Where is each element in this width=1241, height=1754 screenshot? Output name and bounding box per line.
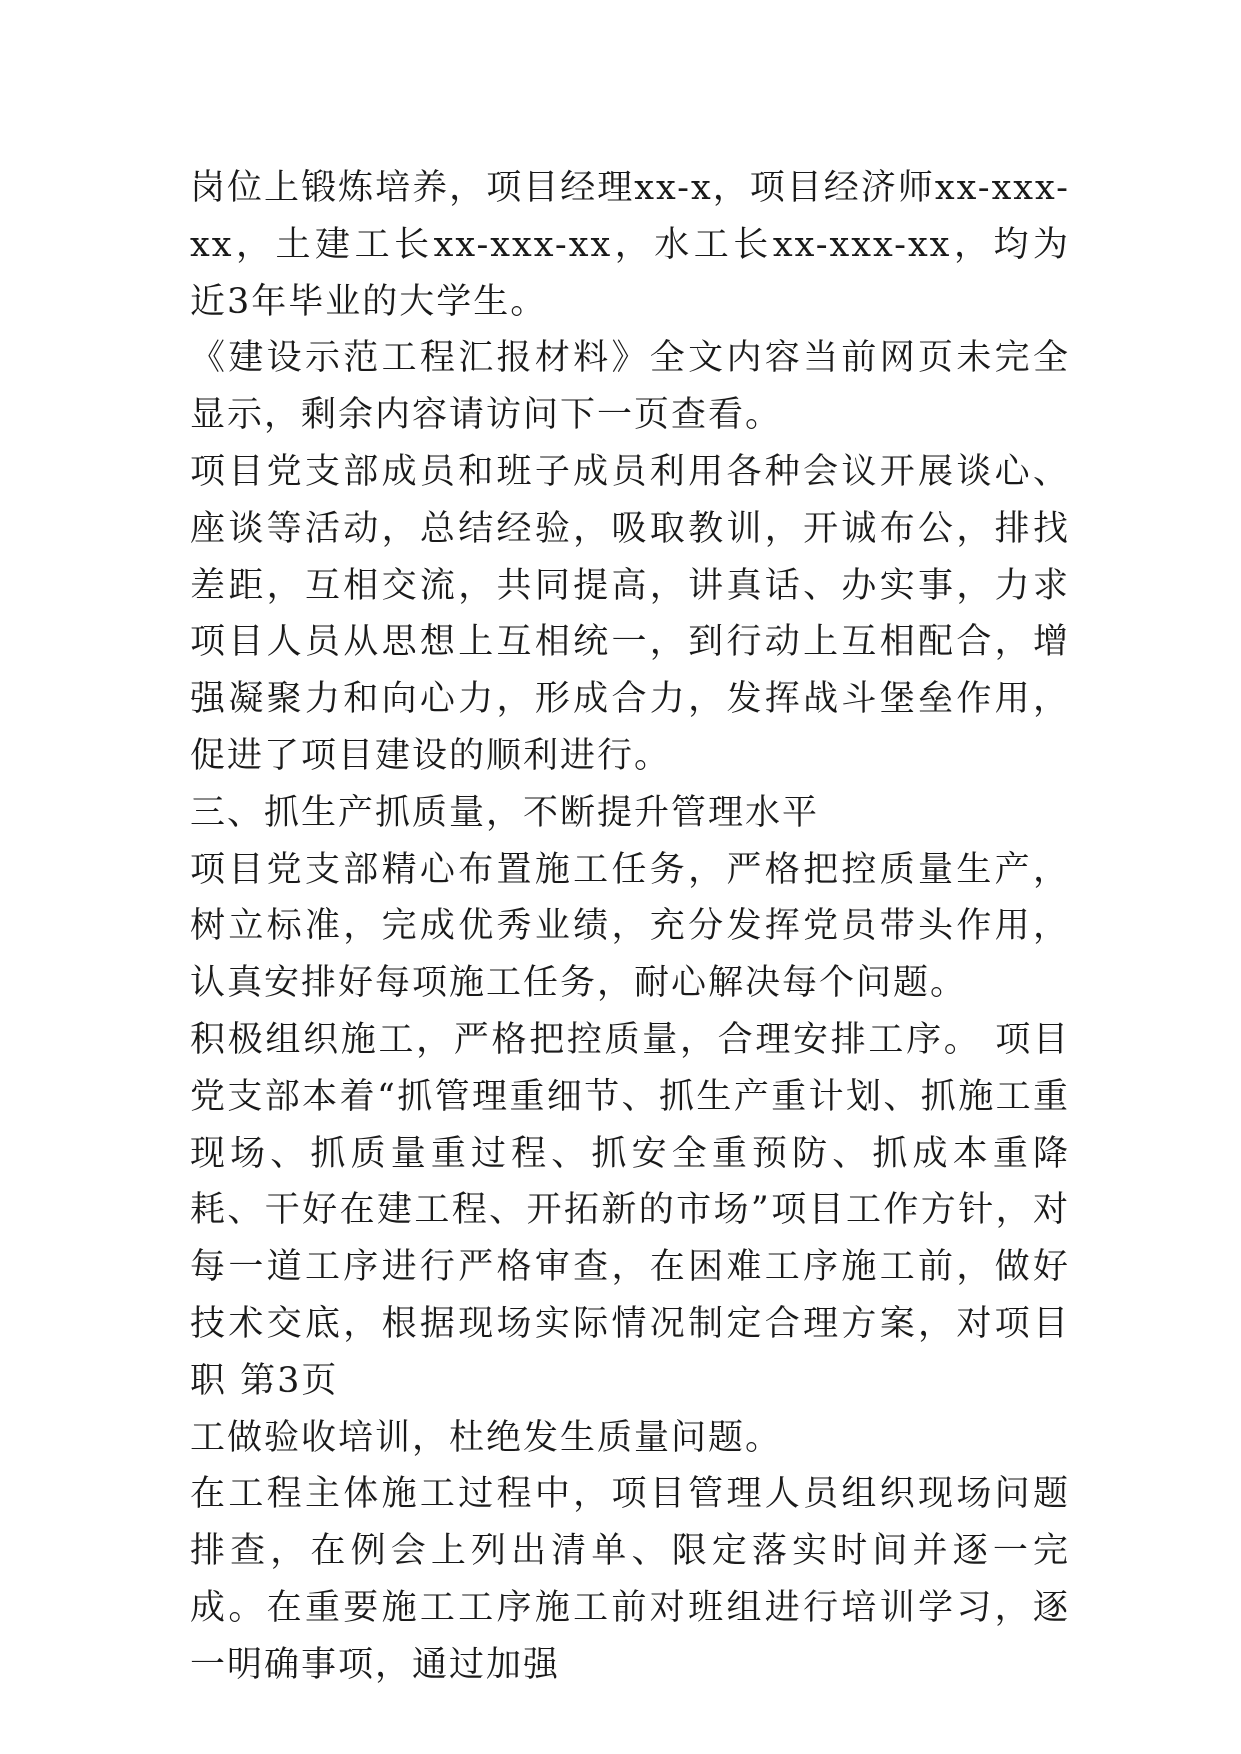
paragraph-staff-training: 岗位上锻炼培养，项目经理xx-x，项目经济师xx-xxx-xx，土建工长xx-xxx-xx，水工长xx-xxx-xx，均为近3年毕业的大学生。	[190, 168, 1070, 322]
paragraph-main-construction: 在工程主体施工过程中，项目管理人员组织现场问题排查，在例会上列出清单、限定落实时间并逐一完成。在重要施工工序施工前对班组进行培训学习，逐一明确事项，通过加强	[190, 1474, 1070, 1685]
paragraph-organize-construction: 积极组织施工，严格把控质量，合理安排工序。 项目党支部本着“抓管理重细节、抓生产重计划、抓施工重现场、抓质量重过程、抓安全重预防、抓成本重降耗、干好在建工程、开拓新的市场”项目工作方针，对每一道工序进行严格审查，在困难工序施工前，做好技术交底，根据现场实际情况制定合理方案，对项目职 第3页	[190, 1019, 1070, 1401]
paragraph-construction-tasks: 项目党支部精心布置施工任务，严格把控质量生产，树立标准，完成优秀业绩，充分发挥党员带头作用，认真安排好每项施工任务，耐心解决每个问题。	[190, 849, 1070, 1004]
paragraph-acceptance-training: 工做验收培训，杜绝发生质量问题。	[190, 1417, 783, 1458]
section-heading-production-quality: 三、抓生产抓质量，不断提升管理水平	[190, 792, 820, 833]
document-body	[190, 160, 1070, 1694]
paragraph-page-notice: 《建设示范工程汇报材料》全文内容当前网页未完全显示，剩余内容请访问下一页查看。	[190, 338, 1070, 436]
paragraph-party-branch-activities: 项目党支部成员和班子成员利用各种会议开展谈心、座谈等活动，总结经验，吸取教训，开诚布公，排找差距，互相交流，共同提高，讲真话、办实事，力求项目人员从思想上互相统一，到行动上互相配合，增强凝聚力和向心力，形成合力，发挥战斗堡垒作用，促进了项目建设的顺利进行。	[190, 451, 1070, 776]
